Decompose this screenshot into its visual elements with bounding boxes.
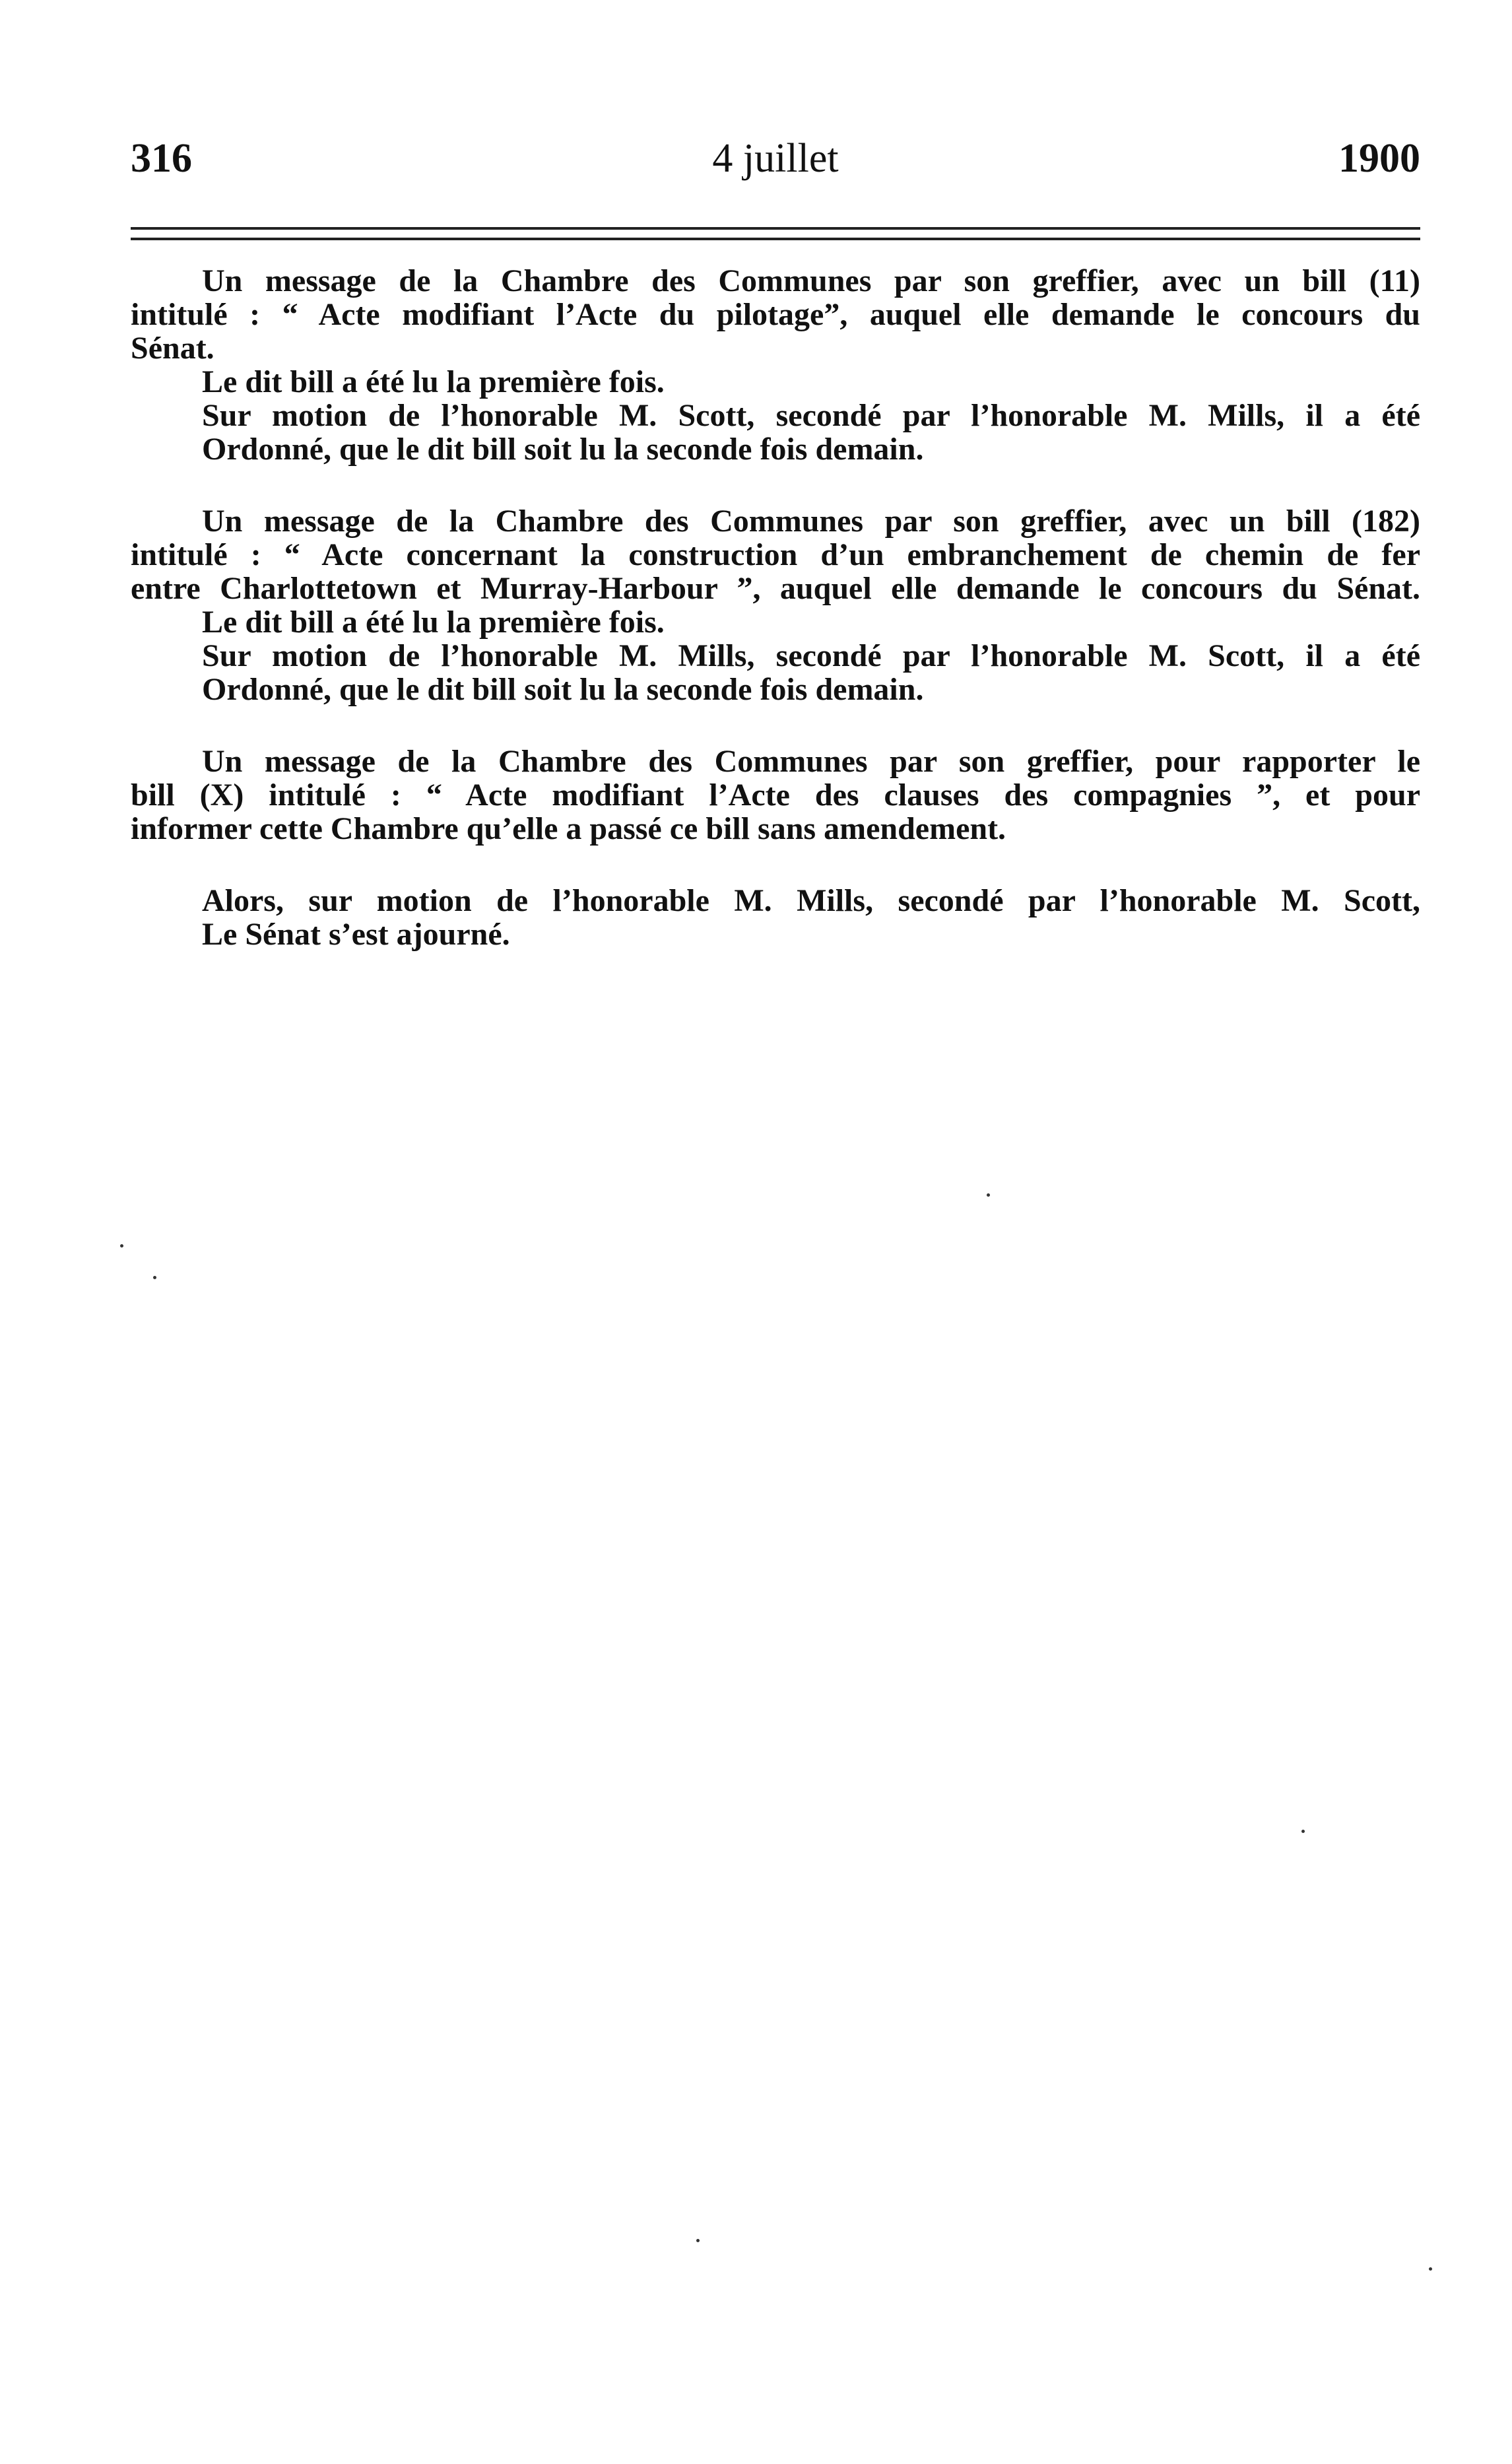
- text-line: Le dit bill a été lu la première fois.: [202, 364, 665, 399]
- paragraph-adjournment: [131, 884, 1420, 951]
- text-line: Ordonné, que le dit bill soit lu la seconde fois demain.: [202, 432, 924, 467]
- scan-speck: [1429, 2267, 1432, 2271]
- header-year: 1900: [1338, 136, 1420, 181]
- header-rule-top: [131, 227, 1420, 230]
- page-header: [131, 135, 1420, 188]
- text-line: entre Charlottetown et Murray-Harbour ”, auquel elle demande le concours du Sénat.: [131, 571, 1420, 606]
- text-line: Le Sénat s’est ajourné.: [202, 917, 510, 952]
- scan-speck: [696, 2239, 700, 2242]
- document-body: [131, 264, 1420, 989]
- text-line: Sur motion de l’honorable M. Scott, secondé par l’honorable M. Mills, il a été: [202, 398, 1420, 433]
- text-line: informer cette Chambre qu’elle a passé ce bill sans amendement.: [131, 811, 1006, 846]
- text-line: bill (X) intitulé : “ Acte modifiant l’Acte des clauses des compagnies ”, et pour: [131, 778, 1420, 813]
- scan-speck: [120, 1244, 123, 1248]
- text-line: intitulé : “ Acte concernant la construction d’un embranchement de chemin de fer: [131, 537, 1420, 572]
- text-line: Alors, sur motion de l’honorable M. Mills, secondé par l’honorable M. Scott,: [202, 883, 1420, 918]
- header-rule-bottom: [131, 238, 1420, 240]
- scan-speck: [153, 1276, 156, 1279]
- header-date: 4 juillet: [712, 136, 839, 181]
- scan-speck: [1301, 1830, 1305, 1833]
- text-line: Le dit bill a été lu la première fois.: [202, 605, 665, 640]
- page-number: 316: [131, 136, 192, 181]
- paragraph-message-bill-182: [131, 504, 1420, 706]
- text-line: Un message de la Chambre des Communes par son greffier, pour rapporter le: [202, 744, 1420, 779]
- paragraph-message-bill-11: [131, 264, 1420, 466]
- text-line: Ordonné, que le dit bill soit lu la seconde fois demain.: [202, 672, 924, 707]
- text-line: intitulé : “ Acte modifiant l’Acte du pilotage”, auquel elle demande le concours du: [131, 297, 1420, 332]
- text-line: Sur motion de l’honorable M. Mills, secondé par l’honorable M. Scott, il a été: [202, 638, 1420, 673]
- text-line: Un message de la Chambre des Communes par son greffier, avec un bill (182): [202, 504, 1420, 539]
- text-line: Sénat.: [131, 331, 214, 366]
- paragraph-message-bill-x: [131, 745, 1420, 846]
- text-line: Un message de la Chambre des Communes par son greffier, avec un bill (11): [202, 263, 1420, 298]
- scan-speck: [987, 1193, 990, 1197]
